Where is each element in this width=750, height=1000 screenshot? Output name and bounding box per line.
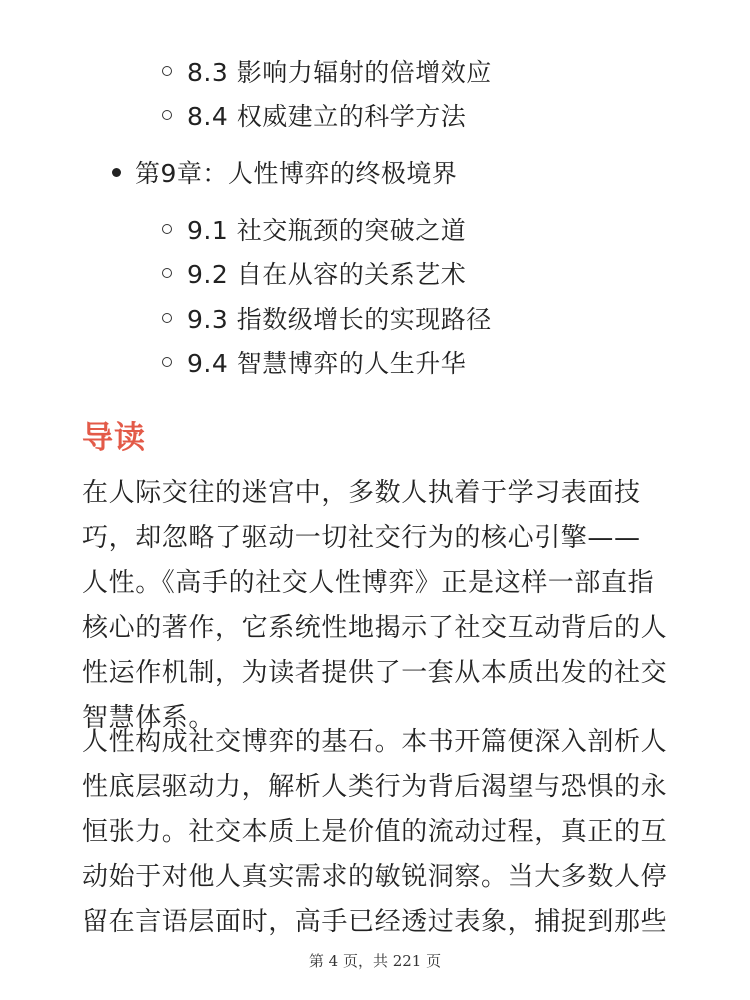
toc-item-9-4[interactable] [162,339,466,385]
section-heading-intro: 导读 [82,420,146,456]
intro-paragraph-2 [82,720,672,945]
paragraph-line: 人性构成社交博弈的基石。本书开篇便深入剖析人 [82,727,668,757]
toc-item-8-4[interactable] [162,92,466,138]
intro-paragraph-1 [82,471,672,741]
paragraph-line: 性运作机制，为读者提供了一套从本质出发的社交 [82,658,668,688]
toc-item-label: 8.3 影响力辐射的倍增效应 [187,58,492,87]
circle-bullet-icon [162,110,172,120]
toc-item-label: 8.4 权威建立的科学方法 [187,102,467,131]
toc-item-label: 9.2 自在从容的关系艺术 [187,260,467,289]
circle-bullet-icon [162,66,172,76]
circle-bullet-icon [162,357,172,367]
circle-bullet-icon [162,313,172,323]
paragraph-line: 留在言语层面时，高手已经透过表象，捕捉到那些 [82,907,668,937]
paragraph-line: 智慧体系。 [82,703,216,733]
paragraph-line: 核心的著作，它系统性地揭示了社交互动背后的人 [82,613,668,643]
circle-bullet-icon [162,268,172,278]
toc-item-label: 9.1 社交瓶颈的突破之道 [187,216,467,245]
paragraph-line: 巧，却忽略了驱动一切社交行为的核心引擎—— [82,523,641,553]
paragraph-line: 性底层驱动力，解析人类行为背后渴望与恐惧的永 [82,772,668,802]
disc-bullet-icon [112,168,121,177]
toc-item-9-2[interactable] [162,250,466,296]
paragraph-line: 恒张力。社交本质上是价值的流动过程，真正的互 [82,817,668,847]
circle-bullet-icon [162,224,172,234]
toc-chapter-title: 第9章：人性博弈的终极境界 [135,159,458,188]
paragraph-line: 在人际交往的迷宫中，多数人执着于学习表面技 [82,478,641,508]
toc-chapter-9[interactable] [112,149,457,195]
paragraph-line: 人性。《高手的社交人性博弈》正是这样一部直指 [82,568,655,598]
toc-item-label: 9.3 指数级增长的实现路径 [187,305,492,334]
toc-item-label: 9.4 智慧博弈的人生升华 [187,349,467,378]
toc-item-8-3[interactable] [162,48,492,94]
paragraph-line: 动始于对他人真实需求的敏锐洞察。当大多数人停 [82,862,668,892]
toc-item-9-3[interactable] [162,295,492,341]
page-indicator: 第 4 页，共 221 页 [308,952,442,970]
toc-item-9-1[interactable] [162,206,466,252]
